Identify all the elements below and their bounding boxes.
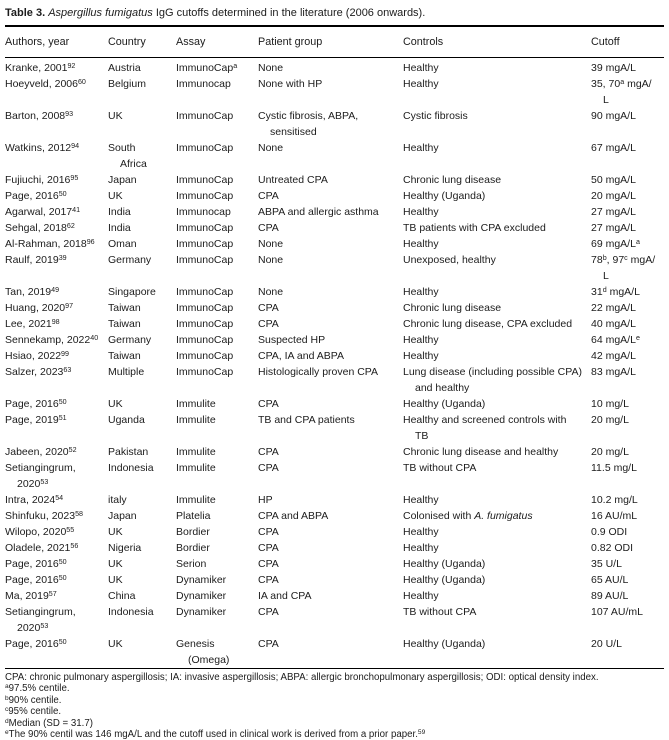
cell-cutoff: 67 mgA/L xyxy=(591,142,636,154)
cell-controls: Healthy xyxy=(403,206,439,218)
table-row xyxy=(5,572,664,588)
cell-controls: Healthy (Uganda) xyxy=(403,574,486,586)
column-header-patient-group: Patient group xyxy=(258,26,403,58)
table-row xyxy=(5,284,664,300)
cell-authors-year: Oladele, 2021$^{56}$ xyxy=(5,541,79,554)
cell-assay: Immulite xyxy=(176,462,216,474)
cell-patient-group: CPA xyxy=(258,318,279,330)
cell-authors-year: Jabeen, 2020$^{52}$ xyxy=(5,445,77,458)
table-header-row xyxy=(5,26,664,58)
cell-cutoff: 0.82 ODI xyxy=(591,542,634,554)
cell-patient-group: CPA xyxy=(258,398,279,410)
cell-authors-year: Sehgal, 2018$^{62}$ xyxy=(5,221,75,234)
cell-controls: Colonised with A. fumigatus xyxy=(403,510,533,522)
cell-patient-group: CPA xyxy=(258,222,279,234)
cell-country: Taiwan xyxy=(108,302,141,314)
cell-country: Belgium xyxy=(108,78,146,90)
cell-assay: Immulite xyxy=(176,494,216,506)
table-row xyxy=(5,316,664,332)
cell-cutoff: 10.2 mg/L xyxy=(591,494,638,506)
cell-assay: ImmunoCap xyxy=(176,238,234,250)
cell-country: Taiwan xyxy=(108,318,141,330)
cell-country: Pakistan xyxy=(108,446,149,458)
footnote: $^d$Median (SD = 31.7) xyxy=(5,717,93,729)
cell-assay: Genesis (Omega) xyxy=(176,638,230,666)
cell-country: India xyxy=(108,206,131,218)
cell-authors-year: Raulf, 2019$^{39}$ xyxy=(5,253,67,266)
cell-patient-group: Untreated CPA xyxy=(258,174,328,186)
cell-patient-group: CPA xyxy=(258,558,279,570)
table-body xyxy=(5,58,664,669)
cell-assay: Bordier xyxy=(176,542,210,554)
table-row xyxy=(5,108,664,140)
cell-authors-year: Hoeyveld, 2006$^{60}$ xyxy=(5,77,86,90)
cell-cutoff: 40 mgA/L xyxy=(591,318,636,330)
cell-authors-year: Lee, 2021$^{98}$ xyxy=(5,317,60,330)
cell-assay: ImmunoCap xyxy=(176,222,234,234)
cell-authors-year: Kranke, 2001$^{92}$ xyxy=(5,61,76,74)
table-row xyxy=(5,188,664,204)
table-row xyxy=(5,412,664,444)
cell-country: Indonesia xyxy=(108,462,154,474)
cell-patient-group: HP xyxy=(258,494,273,506)
cell-cutoff: 22 mgA/L xyxy=(591,302,636,314)
table-row xyxy=(5,252,664,284)
cell-cutoff: 31$^d$ mgA/L xyxy=(591,285,640,298)
cell-authors-year: Huang, 2020$^{97}$ xyxy=(5,301,74,314)
cell-assay: ImmunoCap xyxy=(176,190,234,202)
cell-country: Austria xyxy=(108,62,141,74)
cell-cutoff: 83 mgA/L xyxy=(591,366,636,378)
column-header-country: Country xyxy=(108,26,176,58)
cell-assay: Serion xyxy=(176,558,207,570)
cell-patient-group: CPA xyxy=(258,446,279,458)
cell-controls: Healthy xyxy=(403,526,439,538)
cell-patient-group: IA and CPA xyxy=(258,590,312,602)
cell-controls: Unexposed, healthy xyxy=(403,254,496,266)
cell-controls: Healthy xyxy=(403,542,439,554)
table-caption xyxy=(5,6,664,20)
cell-cutoff: 90 mgA/L xyxy=(591,110,636,122)
cell-controls: Healthy xyxy=(403,350,439,362)
cell-patient-group: CPA xyxy=(258,462,279,474)
cell-controls: Healthy and screened controls with TB xyxy=(403,414,567,442)
table-row xyxy=(5,220,664,236)
cell-patient-group: Histologically proven CPA xyxy=(258,366,379,378)
footnote: CPA: chronic pulmonary aspergillosis; IA: invasive aspergillosis; ABPA: allergic bronchopulmonary aspergillosis; ODI: optical density index. xyxy=(5,672,599,683)
cell-patient-group: None xyxy=(258,142,284,154)
cell-assay: Immunocap xyxy=(176,206,231,218)
cell-country: China xyxy=(108,590,136,602)
table-row xyxy=(5,508,664,524)
cell-controls: TB without CPA xyxy=(403,606,477,618)
cell-controls: Healthy xyxy=(403,286,439,298)
cell-authors-year: Page, 2016$^{50}$ xyxy=(5,573,67,586)
cell-controls: Chronic lung disease, CPA excluded xyxy=(403,318,573,330)
cell-assay: ImmunoCap xyxy=(176,366,234,378)
cell-controls: Healthy (Uganda) xyxy=(403,190,486,202)
cell-controls: Chronic lung disease xyxy=(403,174,502,186)
table-row xyxy=(5,604,664,636)
cell-authors-year: Setiangingrum, 2020$^{53}$ xyxy=(5,462,76,490)
cell-country: Japan xyxy=(108,174,137,186)
table-row xyxy=(5,332,664,348)
footnote: $^b$90% centile. xyxy=(5,694,62,706)
cell-cutoff: 35 U/L xyxy=(591,558,622,570)
cell-authors-year: Page, 2019$^{51}$ xyxy=(5,413,67,426)
cell-cutoff: 107 AU/mL xyxy=(591,606,643,618)
cell-patient-group: Suspected HP xyxy=(258,334,326,346)
cell-patient-group: None xyxy=(258,286,284,298)
cell-cutoff: 20 mgA/L xyxy=(591,190,636,202)
cell-cutoff: 20 U/L xyxy=(591,638,622,650)
cell-authors-year: Salzer, 2023$^{63}$ xyxy=(5,365,72,378)
cell-assay: ImmunoCap$^a$ xyxy=(176,61,238,74)
cell-cutoff: 27 mgA/L xyxy=(591,222,636,234)
column-header-assay: Assay xyxy=(176,26,258,58)
cell-patient-group: None xyxy=(258,62,284,74)
table-row xyxy=(5,236,664,252)
footnote: $^a$97.5% centile. xyxy=(5,683,70,695)
cell-controls: Cystic fibrosis xyxy=(403,110,468,122)
cell-patient-group: CPA xyxy=(258,638,279,650)
cell-patient-group: CPA xyxy=(258,302,279,314)
cell-cutoff: 69 mgA/$L^a$ xyxy=(591,237,640,250)
cell-controls: Lung disease (including possible CPA) and healthy xyxy=(403,366,582,394)
cell-country: UK xyxy=(108,110,123,122)
cell-assay: ImmunoCap xyxy=(176,254,234,266)
cell-cutoff: 27 mgA/L xyxy=(591,206,636,218)
table-row xyxy=(5,348,664,364)
cell-country: Japan xyxy=(108,510,137,522)
cell-patient-group: CPA, IA and ABPA xyxy=(258,350,344,362)
cell-cutoff: 78$^b$, 97$^c$ mgA/ L xyxy=(591,253,656,282)
cell-assay: Dynamiker xyxy=(176,606,227,618)
table-row xyxy=(5,556,664,572)
cell-cutoff: 0.9 ODI xyxy=(591,526,628,538)
cell-country: Oman xyxy=(108,238,137,250)
cell-controls: Healthy xyxy=(403,62,439,74)
cell-authors-year: Page, 2016$^{50}$ xyxy=(5,397,67,410)
table-row xyxy=(5,444,664,460)
cell-authors-year: Agarwal, 2017$^{41}$ xyxy=(5,205,81,218)
cutoffs-table xyxy=(5,25,664,669)
cell-country: italy xyxy=(108,494,127,506)
cell-assay: Bordier xyxy=(176,526,210,538)
cell-country: Germany xyxy=(108,254,152,266)
cell-assay: ImmunoCap xyxy=(176,302,234,314)
cell-country: UK xyxy=(108,558,123,570)
cell-patient-group: None with HP xyxy=(258,78,323,90)
cell-assay: ImmunoCap xyxy=(176,334,234,346)
cell-assay: ImmunoCap xyxy=(176,142,234,154)
cell-country: UK xyxy=(108,190,123,202)
cell-country: Indonesia xyxy=(108,606,154,618)
cell-controls: Healthy xyxy=(403,590,439,602)
cell-cutoff: 64 mgA/Le xyxy=(591,333,640,346)
cell-assay: Dynamiker xyxy=(176,590,227,602)
cell-assay: ImmunoCap xyxy=(176,286,234,298)
cell-patient-group: CPA xyxy=(258,542,279,554)
cell-authors-year: Setiangingrum, 2020$^{53}$ xyxy=(5,606,76,634)
cell-country: Germany xyxy=(108,334,152,346)
cell-country: Uganda xyxy=(108,414,145,426)
cell-controls: Healthy xyxy=(403,142,439,154)
cell-authors-year: Shinfuku, 2023$^{58}$ xyxy=(5,509,83,522)
cell-assay: Immunocap xyxy=(176,78,231,90)
cell-assay: Immulite xyxy=(176,446,216,458)
cell-cutoff: 10 mg/L xyxy=(591,398,629,410)
cell-controls: Healthy xyxy=(403,334,439,346)
cell-patient-group: CPA xyxy=(258,574,279,586)
cell-country: India xyxy=(108,222,131,234)
cell-controls: Healthy xyxy=(403,78,439,90)
table-row xyxy=(5,492,664,508)
cell-cutoff: 39 mgA/L xyxy=(591,62,636,74)
cell-assay: ImmunoCap xyxy=(176,110,234,122)
cell-authors-year: Fujiuchi, 2016$^{95}$ xyxy=(5,173,79,186)
cell-authors-year: Al-Rahman, 2018$^{96}$ xyxy=(5,237,95,250)
table-row xyxy=(5,140,664,172)
cell-assay: Platelia xyxy=(176,510,211,522)
cell-country: Multiple xyxy=(108,366,145,378)
cell-country: UK xyxy=(108,574,123,586)
cell-controls: Healthy (Uganda) xyxy=(403,558,486,570)
cell-authors-year: Page, 2016$^{50}$ xyxy=(5,189,67,202)
table-row xyxy=(5,300,664,316)
cell-country: South Africa xyxy=(108,142,147,170)
cell-cutoff: 20 mg/L xyxy=(591,446,629,458)
cell-assay: ImmunoCap xyxy=(176,350,234,362)
cell-authors-year: Barton, 2008$^{93}$ xyxy=(5,109,74,122)
cell-cutoff: 65 AU/L xyxy=(591,574,629,586)
cell-cutoff: 35, 70$^a$ mgA/ L xyxy=(591,77,652,106)
table-row xyxy=(5,76,664,108)
table-caption-label: Table 3. xyxy=(5,7,46,19)
table-row xyxy=(5,58,664,77)
cell-cutoff: 11.5 mg/L xyxy=(591,462,637,474)
cell-assay: Immulite xyxy=(176,398,216,410)
table-row xyxy=(5,588,664,604)
cell-patient-group: CPA xyxy=(258,606,279,618)
cell-controls: TB without CPA xyxy=(403,462,477,474)
table-row xyxy=(5,396,664,412)
table-row xyxy=(5,204,664,220)
cell-cutoff: 42 mgA/L xyxy=(591,350,636,362)
cell-controls: Healthy xyxy=(403,494,439,506)
column-header-controls: Controls xyxy=(403,26,591,58)
cell-controls: Healthy (Uganda) xyxy=(403,638,486,650)
cell-patient-group: None xyxy=(258,254,284,266)
cell-patient-group: ABPA and allergic asthma xyxy=(258,206,379,218)
table-row xyxy=(5,636,664,669)
cell-country: Singapore xyxy=(108,286,156,298)
table-row xyxy=(5,460,664,492)
footnote: $^e$The 90% centil was 146 mgA/L and the cutoff used in clinical work is derived from a prior paper.$^{59}$ xyxy=(5,729,426,740)
cell-authors-year: Watkins, 2012$^{94}$ xyxy=(5,141,80,154)
cell-authors-year: Tan, 2019$^{49}$ xyxy=(5,285,60,298)
cell-patient-group: None xyxy=(258,238,284,250)
cell-cutoff: 89 AU/L xyxy=(591,590,629,602)
cell-authors-year: Hsiao, 2022$^{99}$ xyxy=(5,349,69,362)
cell-country: UK xyxy=(108,398,123,410)
cell-authors-year: Page, 2016$^{50}$ xyxy=(5,637,67,650)
cell-controls: Healthy (Uganda) xyxy=(403,398,486,410)
table-header xyxy=(5,26,664,58)
cell-country: Nigeria xyxy=(108,542,142,554)
cell-patient-group: CPA and ABPA xyxy=(258,510,329,522)
column-header-cutoff: Cutoff xyxy=(591,26,664,58)
cell-authors-year: Page, 2016$^{50}$ xyxy=(5,557,67,570)
cell-country: UK xyxy=(108,526,123,538)
cell-patient-group: CPA xyxy=(258,526,279,538)
table-row xyxy=(5,540,664,556)
cell-authors-year: Ma, 2019$^{57}$ xyxy=(5,589,57,602)
table-row xyxy=(5,172,664,188)
cell-assay: ImmunoCap xyxy=(176,174,234,186)
cell-authors-year: Wilopo, 2020$^{55}$ xyxy=(5,525,75,538)
footnote: $^c$95% centile. xyxy=(5,706,62,718)
cell-authors-year: Sennekamp, 2022$^{40}$ xyxy=(5,333,99,346)
cell-controls: TB patients with CPA excluded xyxy=(403,222,546,234)
cell-controls: Healthy xyxy=(403,238,439,250)
cell-assay: ImmunoCap xyxy=(176,318,234,330)
column-header-authors-year: Authors, year xyxy=(5,26,108,58)
cell-authors-year: Intra, 2024$^{54}$ xyxy=(5,493,64,506)
cell-patient-group: Cystic fibrosis, ABPA, sensitised xyxy=(258,110,359,138)
cell-patient-group: TB and CPA patients xyxy=(258,414,355,426)
table-row xyxy=(5,524,664,540)
table-caption-text: Aspergillus fumigatus IgG cutoffs determined in the literature (2006 onwards). xyxy=(48,7,426,19)
cell-cutoff: 50 mgA/L xyxy=(591,174,636,186)
cell-controls: Chronic lung disease xyxy=(403,302,502,314)
cell-assay: Immulite xyxy=(176,414,216,426)
cell-patient-group: CPA xyxy=(258,190,279,202)
cell-controls: Chronic lung disease and healthy xyxy=(403,446,559,458)
cell-assay: Dynamiker xyxy=(176,574,227,586)
cell-country: UK xyxy=(108,638,123,650)
cell-cutoff: 20 mg/L xyxy=(591,414,629,426)
cell-country: Taiwan xyxy=(108,350,141,362)
cell-cutoff: 16 AU/mL xyxy=(591,510,638,522)
table-row xyxy=(5,364,664,396)
